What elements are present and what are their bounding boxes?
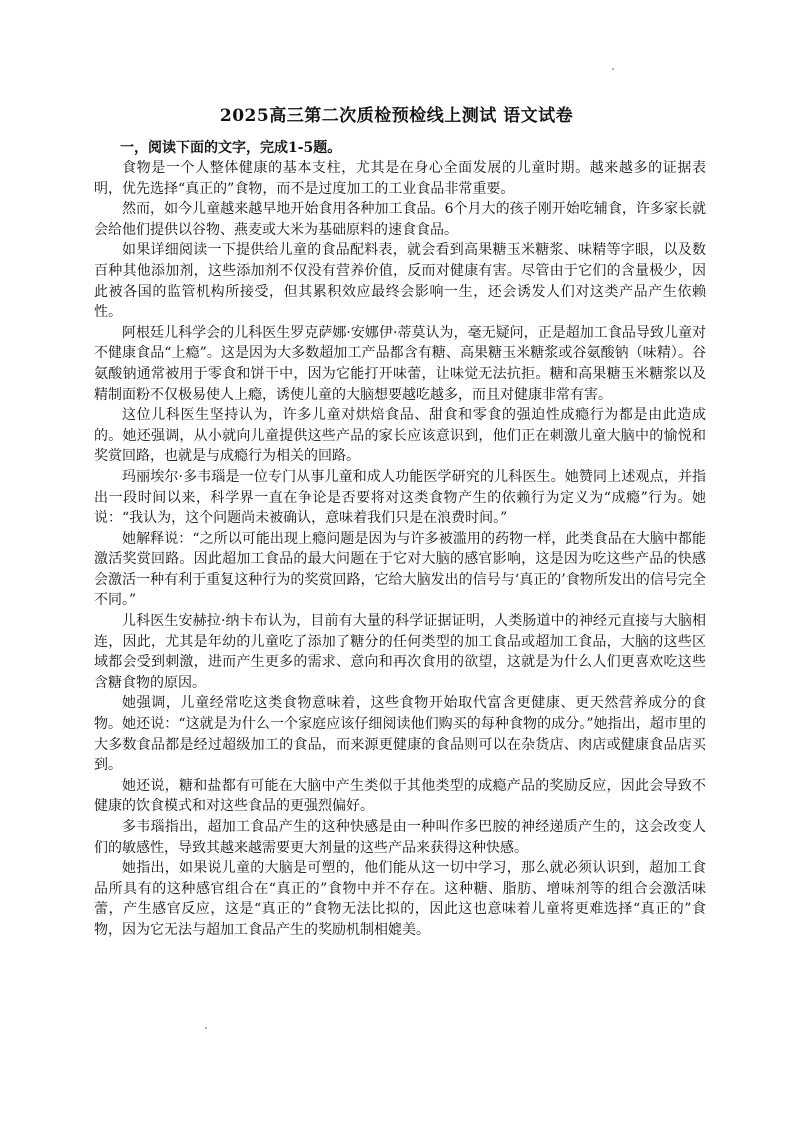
passage-paragraph: 多韦瑙指出，超加工食品产生的这种快感是由一种叫作多巴胺的神经递质产生的，这会改变人们的敏感性，导致其越来越需要更大剂量的这些产品来获得这种快感。 (94, 819, 706, 856)
passage-paragraph: 食物是一个人整体健康的基本支柱，尤其是在身心全面发展的儿童时期。越来越多的证据表明，优先选择“真正的”食物，而不是过度加工的工业食品非常重要。 (94, 160, 706, 197)
passage-paragraph: 玛丽埃尔·多韦瑙是一位专门从事儿童和成人功能医学研究的儿科医生。她赞同上述观点，并指出一段时间以来，科学界一直在争论是否要将对这类食物产生的依赖行为定义为“成瘾”行为。她说：“我认为，这个问题尚未被确认，意味着我们只是在浪费时间。” (94, 468, 706, 527)
passage-paragraph: 这位儿科医生坚持认为，许多儿童对烘焙食品、甜食和零食的强迫性成瘾行为都是由此造成的。她还强调，从小就向儿童提供这些产品的家长应该意识到，他们正在刺激儿童大脑中的愉悦和奖赏回路，也就是与成瘾行为相关的回路。 (94, 407, 706, 465)
passage-paragraph: 她还说，糖和盐都有可能在大脑中产生类似于其他类型的成瘾产品的奖励反应，因此会导致不健康的饮食模式和对这些食品的更强烈偏好。 (94, 777, 706, 815)
scan-speck (205, 1027, 207, 1029)
passage-paragraph: 阿根廷儿科学会的儿科医生罗克萨娜·安娜伊·蒂莫认为，毫无疑问，正是超加工食品导致儿童对不健康食品“上瘾”。这是因为大多数超加工产品都含有糖、高果糖玉米糖浆或谷氨酸钠（味精）。谷氨酸钠通常被用于零食和饼干中，因为它能打开味蕾，让味觉无法抗拒。糖和高果糖玉米糖浆以及精制面粉不仅极易使人上瘾，诱使儿童的大脑想要越吃越多，而且对健康非常有害。 (94, 324, 706, 403)
exam-title: 2025高三第二次质检预检线上测试 语文试卷 (219, 106, 574, 126)
passage-paragraph: 儿科医生安赫拉·纳卡布认为，目前有大量的科学证据证明，人类肠道中的神经元直接与大脑相连，因此，尤其是年幼的儿童吃了添加了糖分的任何类型的加工食品或超加工食品，大脑的这些区域都会受到刺激，进而产生更多的需求、意向和再次食用的欲望，这就是为什么人们更喜欢吃这些含糖食物的原因。 (94, 613, 706, 691)
passage-paragraph: 如果详细阅读一下提供给儿童的食品配料表，就会看到高果糖玉米糖浆、味精等字眼，以及数百种其他添加剂，这些添加剂不仅没有营养价值，反而对健康有害。尽管由于它们的含量极少，因此被各国的监管机构所接受，但其累积效应最终会影响一生，还会诱发人们对这类产品产生依赖性。 (94, 242, 706, 321)
passage-paragraph: 她解释说：“之所以可能出现上瘾问题是因为与许多被滥用的药物一样，此类食品在大脑中都能激活奖赏回路。因此超加工食品的最大问题在于它对大脑的感官影响，这是因为吃这些产品的快感会激活一种有利于重复这种行为的奖赏回路，它给大脑发出的信号与‘真正的’食物所发出的信号完全不同。” (94, 530, 706, 609)
scan-speck (612, 68, 614, 70)
reading-passage (94, 158, 706, 941)
passage-paragraph: 她指出，如果说儿童的大脑是可塑的，他们能从这一切中学习，那么就必须认识到，超加工食品所具有的这种感官组合在“真正的”食物中并不存在。这种糖、脂肪、增味剂等的组合会激活味蕾，产生感官反应，这是“真正的”食物无法比拟的，因此这也意味着儿童将更难选择“真正的”食物，因为它无法与超加工食品产生的奖励机制相媲美。 (94, 860, 706, 938)
passage-paragraph: 然而，如今儿童越来越早地开始食用各种加工食品。6个月大的孩子刚开始吃辅食，许多家长就会给他们提供以谷物、燕麦或大米为基础原料的速食食品。 (94, 201, 706, 238)
passage-paragraph: 她强调，儿童经常吃这类食物意味着，这些食物开始取代富含更健康、更天然营养成分的食物。她还说：“这就是为什么一个家庭应该仔细阅读他们购买的每种食物的成分。”她指出，超市里的大多数食品都是经过超级加工的食品，而来源更健康的食品则可以在杂货店、肉店或健康食品店买到。 (94, 695, 706, 774)
section-heading: 一，阅读下面的文字，完成1-5题。 (120, 140, 342, 156)
